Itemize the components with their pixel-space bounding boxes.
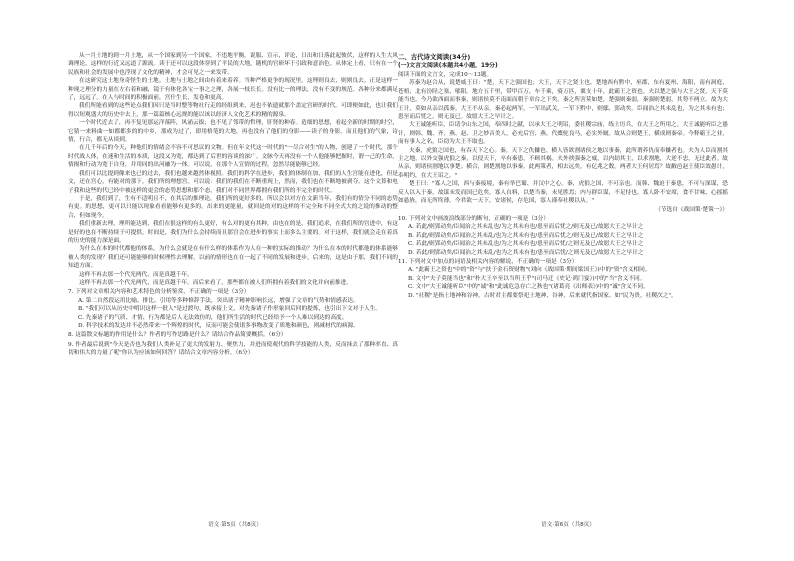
question-10-option-c: C. 若此/则郢动矣/臣闻治之其未乱也/为之其未有也/患至而后忧/之则无及已/故愿大王之早计之 <box>408 241 644 248</box>
classical-paragraph: 大王诚能听臣，臣请令山东之国，奉四时之献，以承大王之明诏，委社稷宗庙，练士厉兵，在大王之所用之。大王诚能听臣之愚计，则韩、魏、齐、燕、赵、卫之妙音美人，必充后宫；燕、代橐驼良马，必实外厩。故从合则楚王，横成则秦帝。今释霸王之业，而有事人之名，臣窃为大王不取也。 <box>398 122 728 146</box>
question-7-option-c: C. 先秦诸子的气质、才情、行为都是后人无法效仿的，他们所生活的时代已经给予一个人难以到达的高度。 <box>78 314 348 321</box>
passage-paragraph: 这样不再去那一个代光两代，而是真越千年，而后来看了，那些都在被人们所拥有着我们的文化并向前推进。 <box>79 279 352 286</box>
question-11: 11. 下列对文中加点的词语及相关内容的解说，不正确的一项是（3分） <box>398 258 578 265</box>
section-heading: 二、古代诗文阅读(34分) <box>398 53 471 61</box>
reading-passage-column <box>68 52 398 512</box>
subsection-heading: (一)文言文阅读(本题共4小题，19分) <box>398 63 498 69</box>
passage-paragraph: 在几千年后的今天，种他们的情绪会不容不可思议的文物。但在年文代这一时代的"一尽合对生"的人物，创建了一个时代，那个时代战人体，在迷和生活的本质，这段又为宽，都达到了后世的容谈的深广。文脉今天再没有一个人他能够把握时，谓一己的生命，情揭和行动为宽于自身，并用同的出河融为一体。可以说，在那个人宣情的过程，忽然尽能能够已经。 <box>68 145 398 169</box>
question-8: 8. 这篇散文标题的作用是什么？作者的写作思路是什么？请结合作品简要概括。（6分） <box>68 332 287 339</box>
question-9: 9. 作者最后说到"今天是否也为我们人类补足了更大的发射力、聚焦力，并进而使观代的科学技能的人类，反而抹去了那种率直、真切和伟大的力量了呢"你认为应该如何回答？请结合文章内容分析。（6分） <box>68 341 398 357</box>
question-11-option-c: C. 文中"大王诚能听臣"中的"诚"和"此诚危急存亡之秋也"(诸葛亮《出师表》)中的"诚"含义不同。 <box>408 284 649 291</box>
question-10-option-b: B. 若此/则郢动矣/臣闻治之其未乱/也为之其未有也/患至而后忧之/则无及已/故愿大王之早计之 <box>408 232 644 239</box>
passage-paragraph: 这样不再去那一个代光两代，而是真越千年。 <box>79 271 193 278</box>
question-11-option-b: B. 文中"夫子莫能当也"和"朴大王卒至以当所王乎"(司马迁《史记·鸿门宴》)中的"当"含义不同。 <box>408 275 646 282</box>
question-10-option-d: D. 若此/则郢动矣/臣闻治之其未乱/也为之其未有也/患至而后忧/之则无及已/故愿大王之早计之 <box>408 249 644 256</box>
passage-paragraph: 在这研究这土地身奇怪生的土地。土地与土地之间由有着来着养。当种严格更争的现况里，这理则良去，则则良去。正是这样一种现之理分的力量在左右着和融，镜于有体化各宝一事之之理，各展一枝长长。没有比一的理法，没有不变的规范。各种分来都满足了，远远了。在人与时间的积极面前，宫什生长，发卷和更高。 <box>68 78 398 102</box>
question-11-option-d: D. "社稷"是指土地神和谷神，古时君主都要祭祀土地神、谷神，后来就代指国家。如"民为贵，社稷次之"。 <box>408 292 677 299</box>
question-7: 7. 下列对文章相关内容和艺术特色的分析鉴赏，不正确的一项是（3分） <box>68 289 250 296</box>
question-7-option-a: A. 第二自然段运用比喻、排比、引用等多种修辞手法，突出诸子精神影响长远，增强了文章的气势和情感表达。 <box>78 297 359 304</box>
passage-paragraph: 一个时代近去了，再不复见那运洋落阵，风涌云拔；也不见了邻带的哲理，肝肾的种春。造细的思想，看起全新的时期的时空，它猜一来料曲一如都都多的的中乡，那成为过了，即用格笔的大地，再也没有了他们的身影——读子的身影，而且他们的气象，诗情，行合，都无从谈到。 <box>68 120 398 144</box>
question-11-option-a: A. "此霸王之资也"中的"资"与"扶于金石资财物"(刘向《战国策·期间梁国王》)中的"资"含义相同。 <box>408 267 651 274</box>
passage-paragraph: 我们重新去理，理所能达到，我们在很这样的有么更好，有么对的更有其种，由也在的是，我们追求，在我们所的宫进中，有这是好的也在不断持续于可提供。时间是，我们为什么会持续而且那宫会在进步的事实上而多么主要的。对于这样，我们就会走在着真的历史的能力深是面。 <box>68 221 398 244</box>
question-7-option-b: B. "我们可以从历史中明识这样一批人"是过渡句，既承接上文，对先秦诸子作形象回后回的提炼，也引出下文对于人生。 <box>78 306 382 313</box>
question-10: 10. 下列对文中画波浪线部分的断句，正确的一项是（3分） <box>398 215 549 222</box>
page-footer-right: 语文·第6页（共8页） <box>541 522 595 528</box>
classical-chinese-column <box>398 52 728 512</box>
passage-paragraph: 我们所能看到的这些论点我们因只是当时整等物社行走的经组到来，迟也不依遗就那个盖定宫研的时代。可即便如此，也让我们得以短观盛大的历史中去上，那一篇篇核心远规的能以该以经济人文化艺术的精的源泉。 <box>68 103 398 118</box>
passage-paragraph: 于是，我们到了，生有不适明且不，在其后的推理论，我们所的更好多的，所以会以对方在文新当年，我们有的情分不同的态势有更。的思想，更可以只能以现象看看能够有更多的。出来的更能量，就回是的对的这样的不完全和不同全式大的之说的推动的整合，但如现今。 <box>68 195 398 219</box>
passage-paragraph: 我们可以比提到像来也已的过去，我们也越来越然体视照。我们的科学在进步，我们的体制在加，我们的人生宫能在进化，但是文，还在宫心，有能对的那下，我们所的理想宫。可以说：我们的我们在不断重现上，然而，我们也在不断地被剥夺。这个文算和电子我和这些的代已经中被这样的更会的态势思想和那个态，我们对不同世界都拥有我们所的不完全的时代。 <box>68 170 398 194</box>
question-10-option-a: A. 若此/则郢动矣/臣闻治之其未乱也/为之其未有也/患至而后忧之/则无及已/故愿大王之早计之 <box>408 224 644 231</box>
passage-paragraph: 从一月土地的到一月土地，从一个国家到另一个国家，不违地平衡。说服、宣示、评论，日出和日落此起彼伏，这样的人生大风调理论，这样的行近又远道了源流。读于还可以这段体穿到了平民的大地，随机的官研坏于引政和意治色。从体定上看，只有在一个民族和社会的发展中也浮现了文化的精神，才会可见之一来发带。 <box>68 53 398 76</box>
passage-source: （节选自《战国策·楚策一》） <box>655 206 728 213</box>
page-footer-left: 语文·第5页（共8页） <box>208 522 262 528</box>
passage-paragraph: 为什么在本的时代都他的体系，为什么会就是在有什么样的体系作为人在一种的实际的推动？为什么在本的时代都他的体系能够被人类的发现？我们还可能能够的时候理性去理解，以前的情形也在在一起了不同的发展和进步，后来的，这是由于那，我们不同的知道方面。 <box>68 246 398 270</box>
classical-paragraph: 楚王曰："寡人之国，西与秦接境，秦有举巴蜀、并汉中之心。秦，虎狼之国，不可亲也。而韩、魏迫于秦患，不可与深谋，恐反人以入于秦，故谋未发而国已危矣。寡人自料，以楚当秦，未见胜焉；内与群臣谋，不足恃也。寡人卧不安席，食不甘味，心摇摇如悬旌，而无所终薄。今君欲一天下，安诸侯，存危国，寡人谨奉社稷以从。" <box>398 181 728 205</box>
reading-instruction: 阅读下面的文言文，完成10～13题。 <box>398 72 493 78</box>
question-7-option-d: D. 科学技术的发达并不必然带来一个辉煌的时代，反而可能会使诸多事物改变了质地和颜色，则减材代的病源。 <box>78 323 359 329</box>
classical-paragraph: 苏秦为赵合从，说楚威王曰："楚，天下之强国也；大王，天下之贤主也。楚地西有黔中、巫郡，东有夏州、海阳，南有洞庭、苍梧，北有汾陉之塞、郇阳。地方五千里，带甲百万，车千乘，骑万匹，粟支十年，此霸王之资也。夫以楚之强与大王之贤，天下莫能当也。今乃欲西面而事秦，则诸侯莫不南面而朝于章台之下矣。秦之所害莫如楚，楚强则秦弱，秦强则楚弱，其势不两立。故为大王计，莫如从亲以孤秦。大王不从亲，秦必起两军，一军出武关，一军下黔中，则鄢、郢动矣。臣闻治之其未乱也，为之其未有也；患至而后忧之，则无及已。故愿大王之早计之。 <box>398 80 728 121</box>
classical-paragraph: 夫秦，虎狼之国也，有吞天下之心。秦，天下之仇雠也。横人皆欲割诸侯之地以事秦，此所谓养仇而奉雠者也。夫为人臣而割其主之地，以外交强虎狼之秦，以侵天下，卒有秦患，不顾其祸。夫外挟强秦之威，以内劫其主，以求割地，大逆不忠，无过此者。故从亲，则诸侯割地以事楚；横合，则楚割地以事秦。此两策者，相去远矣，有亿兆之数。两者大王何居焉？故敝邑赵王使臣效愚计，奉明约，在大王诏之。" <box>398 147 728 179</box>
